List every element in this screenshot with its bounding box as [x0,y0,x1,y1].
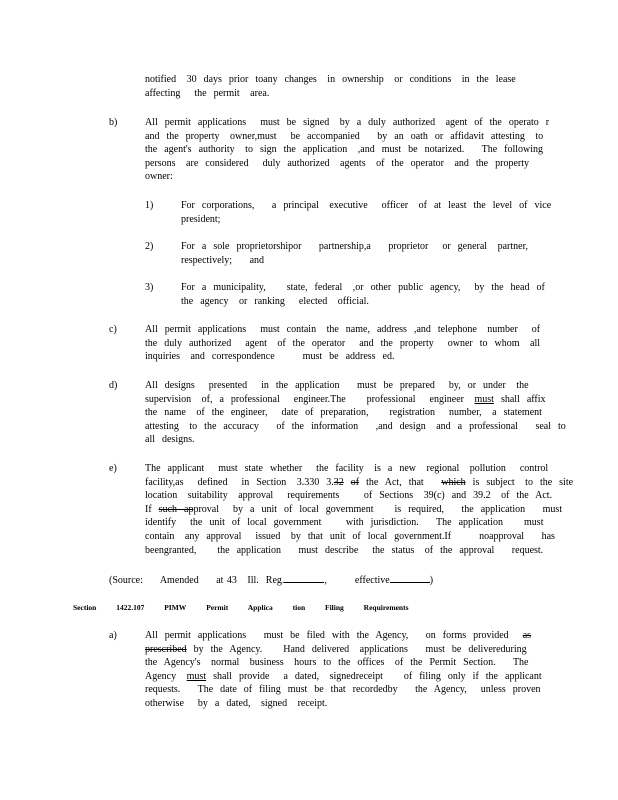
paragraph-d [145,379,566,447]
paragraph-b2 [181,240,531,267]
text-line: For a sole proprietorshipor partnership,a proprietor or general partner, [181,241,529,252]
source-note [109,573,509,588]
text-line: owner: [145,171,173,183]
text-run: ) [429,575,434,586]
text-run: by the Agency. Hand delivered applications must be delivereduring [186,643,527,655]
text-run: , effective [324,575,390,586]
item-label-b2: 2) [145,241,154,252]
text-line: and the property owner,must be accompanied by an oath or affidavit attesting to [145,130,544,142]
text-line: president; [181,213,221,225]
item-label-filing-a: a) [109,630,117,641]
text-run [344,477,351,488]
text-run: is subject to the site [465,476,574,488]
text-line: For a municipality, state, federal ,or other public agency, by the head of [181,282,545,293]
text-line: the Agency's normal business hours to the offices of the Permit Section. The [145,657,529,669]
item-label-e: e) [109,463,117,474]
struck-text: of [350,476,360,488]
text-line: attesting to the accuracy of the information ,and design and a professional seal to [145,420,566,432]
heading-word: Filing [325,603,344,612]
text-line [145,503,563,517]
item-label-b1: 1) [145,200,154,211]
text-run: the Act, that [359,476,442,488]
underlined-insertion: must [474,393,494,405]
text-line [109,573,509,588]
text-run: shall provide a dated, signedreceipt of filing only if the applicant [206,670,542,682]
heading-word: PIMW [164,603,187,612]
text-line: persons are considered duly authorized agents of the operator and the property [145,157,529,169]
item-label-d: d) [109,380,118,391]
text-line [145,670,542,684]
text-line: All permit applications must contain the name, address ,and telephone number of [145,324,541,335]
text-line: All designs presented in the application must be prepared by, or under the [145,380,529,391]
struck-text: prescribed [145,643,187,655]
paragraph-b1 [181,199,552,226]
text-line: All permit applications must be signed by a duly authorized agent of the operato r [145,117,550,128]
paragraph-e [145,462,574,557]
text-line [145,476,574,490]
paragraph-filing-a [145,629,542,711]
text-line: inquiries and correspondence must be address ed. [145,351,395,363]
text-line: For corporations, a principal executive officer of at least the level of vice [181,200,552,211]
text-line: affecting the permit area. [145,87,270,99]
underlined-insertion: must [186,670,207,682]
text-line: all designs. [145,434,195,446]
blank-line [284,573,324,583]
text-line: identify the unit of local government with jurisdiction. The application must [145,517,544,529]
text-run: If [145,503,159,515]
text-line [145,393,546,407]
text-line: the name of the engineer, date of preparation, registration number, a statement [145,407,542,419]
paragraph-b3 [181,281,545,308]
intro-paragraph [145,73,533,100]
paragraph-c [145,323,541,364]
text-run: shall affix [493,393,546,405]
text-line: The applicant must state whether the facility is a new regional pollution control [145,463,549,474]
text-line: respectively; and [181,254,265,266]
section-number: 1422.107 [116,603,145,612]
text-line: contain any approval issued by that unit of local government.If noapproval has [145,530,555,542]
text-line [145,643,535,657]
text-line: location suitability approval requirements of Sections 39(c) and 39.2 of the Act. [145,490,553,502]
text-run: All permit applications must be filed with the Agency, on forms provided [145,630,523,641]
paragraph-b [145,116,550,184]
heading-word: Applica [247,603,273,612]
text-line: the agency or ranking elected official. [181,295,369,307]
text-line: the duly authorized agent of the operator and the property owner to whom all [145,337,541,349]
text-run: (Source: Amended at 43 Ill. Reg. [109,575,285,586]
text-line: otherwise by a dated, signed receipt. [145,697,328,709]
text-run: Agency [145,670,187,682]
item-label-b3: 3) [145,282,154,293]
struck-text: 32 [333,476,344,488]
heading-word: Requirements [363,603,409,612]
heading-word: Section [73,603,97,612]
blank-line [390,573,430,583]
text-line: notified 30 days prior toany changes in ownership or conditions in the lease [145,74,516,85]
struck-text: which [441,476,466,488]
text-line: the agent's authority to sign the application ,and must be notarized. The following [145,144,544,156]
struck-text: such ap [158,503,194,515]
item-label-b: b) [109,117,118,128]
text-run: supervision of, a professional engineer.The professional engineer [145,393,475,405]
text-line [145,629,535,643]
text-line: beengranted, the application must describe the status of the approval request. [145,544,544,556]
struck-text: as [522,630,532,641]
section-heading [73,603,427,612]
item-label-c: c) [109,324,117,335]
text-run: proval by a unit of local government is required, the application must [193,503,563,515]
text-run: facility,as defined in Section 3.330 3. [145,476,334,488]
text-line: requests. The date of filing must be that recordedby the Agency, unless proven [145,684,541,696]
heading-word: tion [292,603,306,612]
heading-word: Permit [206,603,229,612]
